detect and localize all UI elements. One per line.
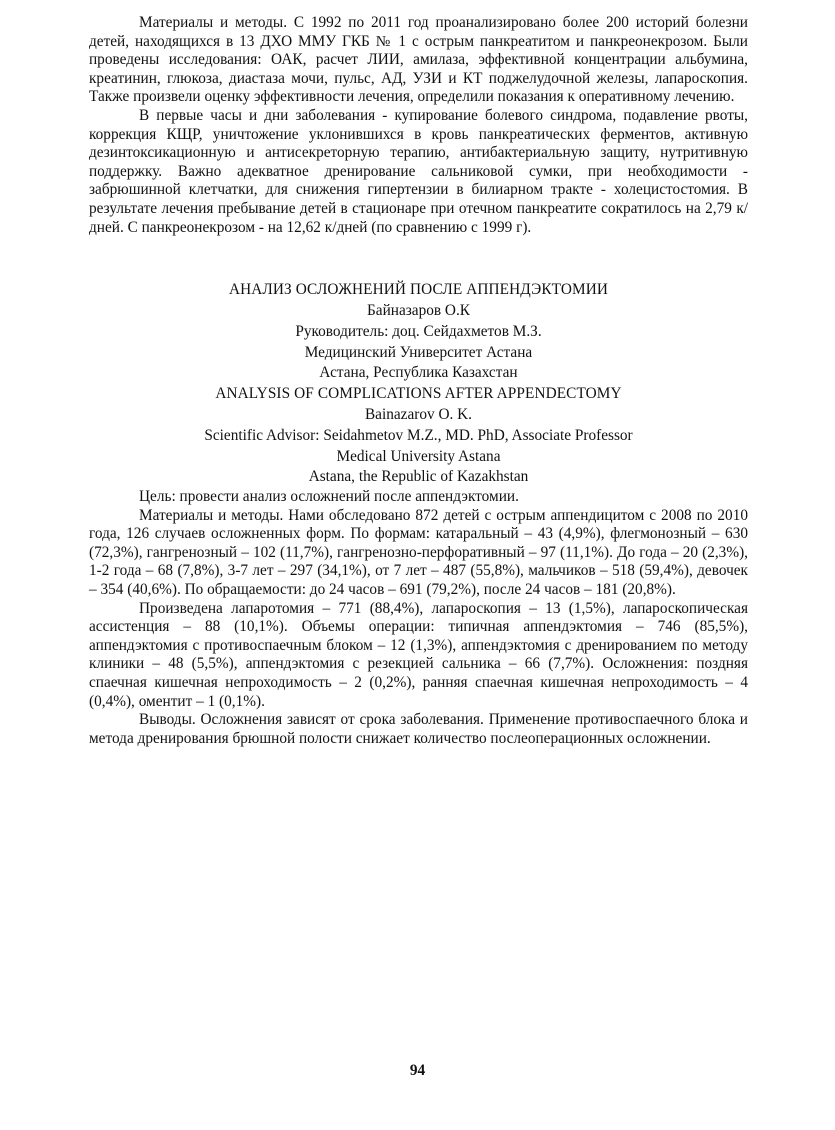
article-title-ru: АНАЛИЗ ОСЛОЖНЕНИЙ ПОСЛЕ АППЕНДЭКТОМИИ (228, 281, 609, 299)
article-header (89, 280, 748, 488)
section-gap (89, 237, 748, 280)
author-ru: Байназаров О.К (367, 301, 470, 319)
advisor-ru: Руководитель: доц. Сейдахметов М.З. (295, 322, 542, 340)
body-paragraph: Материалы и методы. С 1992 по 2011 год проанализировано более 200 историй болезни детей, находящихся в 13 ДХО ММУ ГКБ № 1 с острым панкреатитом и панкреонекрозом. Были проведены исследования: ОАК, расчет ЛИИ, амилаза, эффективной концентрации альбумина, креатинин, глюкоза, диастаза мочи, пульс, АД, УЗИ и КТ поджелудочной железы, лапароскопия. Также произвели оценку эффективности лечения, определили показания к оперативному лечению. (89, 14, 748, 106)
article-title-en: ANALYSIS OF COMPLICATIONS AFTER APPENDECTOMY (215, 385, 622, 403)
document-page (89, 14, 748, 748)
article-paragraph: Материалы и методы. Нами обследовано 872 детей с острым аппендицитом с 2008 по 2010 года, 126 случаев осложненных форм. По формам: катаральный – 43 (4,9%), флегмонозный – 630 (72,3%), гангренозный – 102 (11,7%), гангренозно-перфоративный – 97 (11,1%). До года – 20 (2,3%), 1-2 года – 68 (7,8%), 3-7 лет – 297 (34,1%), от 7 лет – 487 (55,8%), мальчиков – 518 (59,4%), девочек – 354 (40,6%). По обращаемости: до 24 часов – 691 (79,2%), после 24 часов – 181 (20,8%). (89, 506, 748, 599)
body-paragraph: В первые часы и дни заболевания - купирование болевого синдрома, подавление рвоты, коррекция КЩР, уничтожение уклонившихся в кровь панкреатических ферментов, активную дезинтоксикационную и антисекреторную терапию, антибактериальную защиту, нутритивную поддержку. Важно адекватное дренирование сальниковой сумки, при необходимости - забрюшинной клетчатки, для снижения гипертензии в билиарном тракте - холецистостомия. В результате лечения пребывание детей в стационаре при отечном панкреатите сократилось на 2,79 к/дней. С панкреонекрозом - на 12,62 к/дней (по сравнению с 1999 г). (89, 106, 748, 236)
article-paragraph: Произведена лапаротомия – 771 (88,4%), лапароскопия – 13 (1,5%), лапароскопическая ассистенция – 88 (10,1%). Объемы операции: типичная аппендэктомия – 746 (85,5%), аппендэктомия с противоспаечным блоком – 12 (1,3%), аппендэктомия с дренированием по методу клиники – 48 (5,5%), аппендэктомия с резекцией сальника – 66 (7,7%). Осложнения: поздняя спаечная кишечная непроходимость – 2 (0,2%), ранняя спаечная кишечная непроходимость – 4 (0,4%), оментит – 1 (0,1%). (89, 599, 748, 710)
institution-ru: Медицинский Университет Астана (304, 343, 533, 361)
advisor-en: Scientific Advisor: Seidahmetov M.Z., MD. PhD, Associate Professor (204, 426, 633, 444)
location-ru: Астана, Республика Казахстан (319, 364, 518, 382)
author-en: Bainazarov O. K. (364, 405, 473, 423)
page-number: 94 (409, 1062, 426, 1079)
institution-en: Medical University Astana (336, 447, 501, 465)
article-paragraph: Выводы. Осложнения зависят от срока заболевания. Применение противоспаечного блока и метода дренирования брюшной полости снижает количество послеоперационных осложнении. (89, 711, 748, 747)
location-en: Astana, the Republic of Kazakhstan (308, 468, 529, 486)
article-paragraph: Цель: провести анализ осложнений после аппендэктомии. (139, 488, 519, 506)
